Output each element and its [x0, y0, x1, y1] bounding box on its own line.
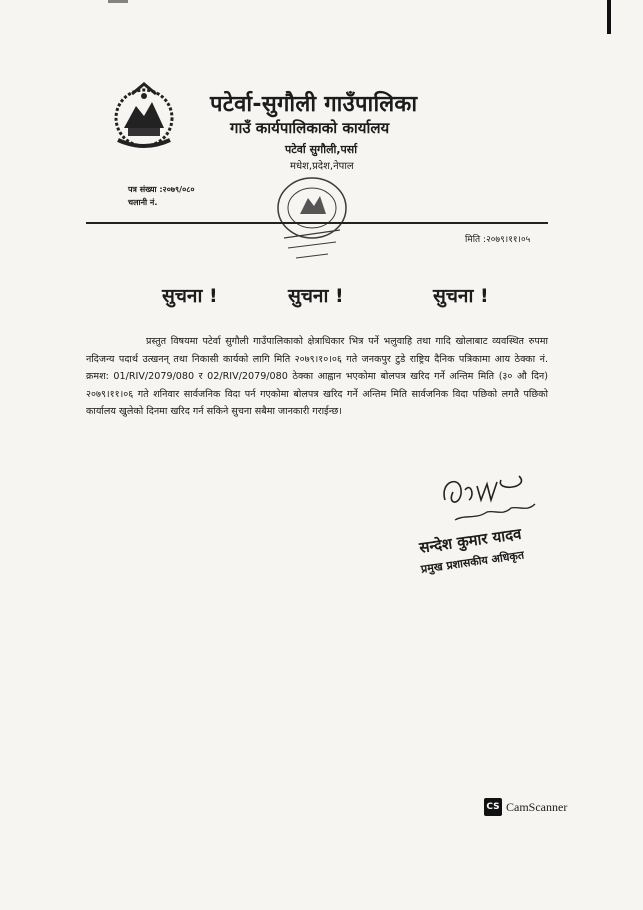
- nepal-emblem-logo: [104, 80, 184, 150]
- municipality-title: पटेर्वा-सुगौली गाउँपालिका: [210, 92, 418, 117]
- office-location: पटेर्वा सुगौली,पर्सा: [285, 143, 358, 156]
- scan-edge-right: [607, 0, 611, 34]
- notice-heading-2: सुचना !: [288, 285, 344, 307]
- camscanner-icon: CS: [484, 798, 502, 816]
- signatory-title: प्रमुख प्रशासकीय अधिकृत: [420, 548, 525, 576]
- signatory-name: सन्देश कुमार यादव: [418, 524, 523, 557]
- notice-heading-1: सुचना !: [162, 285, 218, 307]
- dispatch-number: चलानी नं.: [128, 198, 158, 207]
- province-name: मधेश,प्रदेश,नेपाल: [290, 161, 354, 172]
- notice-body: प्रस्तुत विषयमा पटेर्वा सुगौली गाउँपालिकाको क्षेत्राधिकार भित्र पर्ने भलुवाहि तथा गादि खोलाबाट व्यवस्थित रुपमा नदिजन्य पदार्थ उत्खनन् तथा निकासी कार्यको लागि मिति २०७९।१०।०६ गते जनकपुर टुडे राष्ट्रिय दैनिक पत्रिकामा आय ठेक्का नं. क्रमश: 01/RIV/2079/080 र 02/RIV/2079/080 ठेक्का आह्वान भएकोमा बोलपत्र खरिद गर्ने अन्तिम मिति (३० औ दिन) २०७९।११।०६ गते शनिवार सार्वजनिक विदा पर्न गएकोमा बोलपत्र खरिद गर्ने अन्तिम मिति सार्वजनिक विदा पछिको लगतै पछिको कार्यालय खुलेको दिनमा खरिद गर्न सकिने सुचना सबैमा जानकारी गराईन्छ।: [86, 336, 548, 417]
- reference-block: [128, 183, 195, 209]
- office-stamp-icon: [266, 168, 358, 268]
- scan-edge-top: [108, 0, 128, 3]
- camscanner-label: CamScanner: [506, 799, 568, 814]
- letter-number: पत्र संख्या :२०७९/०८०: [128, 185, 195, 194]
- header-divider: [86, 222, 548, 224]
- notice-heading-3: सुचना !: [433, 285, 489, 307]
- letter-date: मिति :२०७९।११।०५: [465, 235, 531, 245]
- camscanner-watermark: [484, 798, 567, 816]
- office-name: गाउँ कार्यपालिकाको कार्यालय: [230, 119, 390, 137]
- handwritten-signature-icon: [435, 470, 545, 530]
